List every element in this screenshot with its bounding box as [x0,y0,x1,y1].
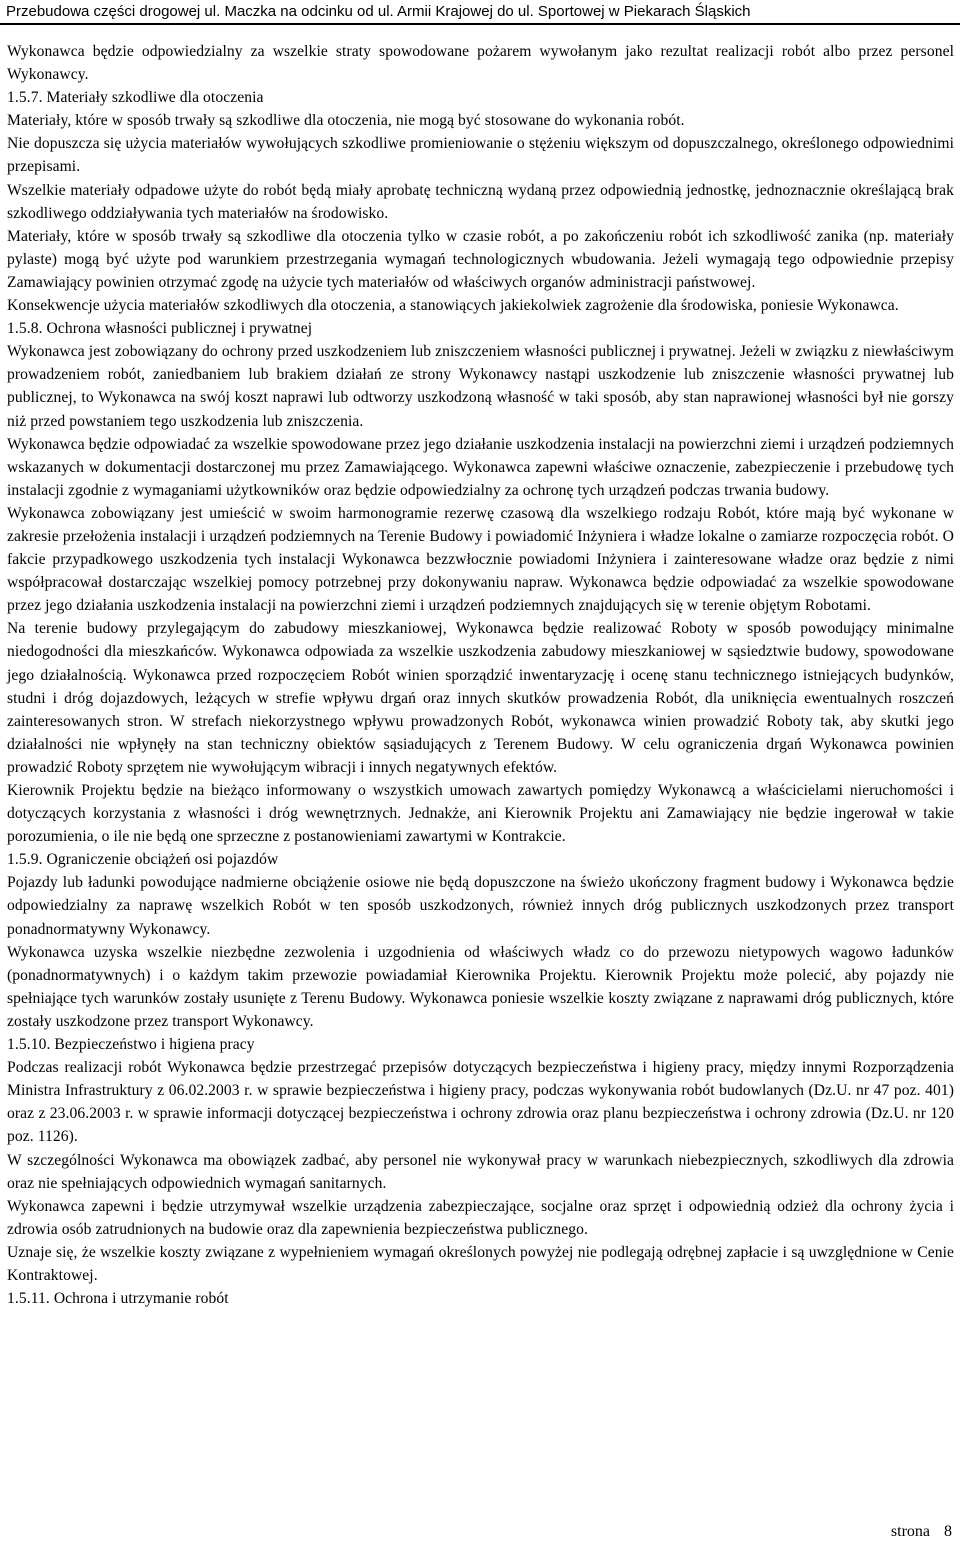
paragraph: Wykonawca jest zobowiązany do ochrony przed uszkodzeniem lub zniszczeniem własności publicznej i prywatnej. Jeżeli w związku z niewłaściwym prowadzeniem robót, zaniedbaniem lub brakiem działań ze strony Wykonawcy nastąpi uszkodzenie lub zniszczenie własności prywatnej lub publicznej, to Wykonawca na swój koszt naprawi lub odtworzy uszkodzoną własność w taki sposób, aby stan naprawionej własności był nie gorszy niż przed powstaniem tego uszkodzenia lub zniszczenia. [7,343,954,430]
paragraph: Uznaje się, że wszelkie koszty związane z wypełnieniem wymagań określonych powyżej nie podlegają odrębnej zapłacie i są uwzględnione w Cenie Kontraktowej. [7,1243,954,1284]
section-heading: 1.5.11. Ochrona i utrzymanie robót [7,1290,229,1308]
paragraph: Wszelkie materiały odpadowe użyte do robót będą miały aprobatę techniczną wydaną przez odpowiednią jednostkę, jednoznacznie określającą brak szkodliwego oddziaływania tych materiałów na środowisko. [7,181,954,222]
paragraph: Pojazdy lub ładunki powodujące nadmierne obciążenie osiowe nie będą dopuszczone na świeżo ukończony fragment budowy i Wykonawca będzie odpowiedzialny za naprawę wszelkich Robót w ten sposób uszkodzonych, również innych dróg publicznych uszkodzonych przez transport ponadnormatywny Wykonawcy. [7,874,954,938]
paragraph: Kierownik Projektu będzie na bieżąco informowany o wszystkich umowach zawartych pomiędzy Wykonawcą a właścicielami nieruchomości i dotyczących korzystania z własności i dróg wewnętrznych. Jednakże, ani Kierownik Projektu ani Zamawiający nie będzie ingerował w takie porozumienia, o ile nie będą one sprzeczne z postanowieniami zawartymi w Kontrakcie. [7,782,954,846]
section-heading: 1.5.8. Ochrona własności publicznej i prywatnej [7,320,313,338]
page-footer [891,1522,952,1542]
section-heading: 1.5.9. Ograniczenie obciążeń osi pojazdów [7,851,279,869]
section-heading: 1.5.7. Materiały szkodliwe dla otoczenia [7,89,264,107]
paragraph: Wykonawca uzyska wszelkie niezbędne zezwolenia i uzgodnienia od właściwych władz co do przewozu nietypowych wagowo ładunków (ponadnormatywnych) i o każdym takim przewozie powiadamiał Kierownika Projektu. Kierownik Projektu może polecić, aby pojazdy nie spełniające tych warunków zostały usunięte z Terenu Budowy. Wykonawca poniesie wszelkie koszty związane z naprawami dróg publicznych, które zostały uszkodzone przez transport Wykonawcy. [7,943,954,1030]
page-header [0,0,960,25]
section-heading: 1.5.10. Bezpieczeństwo i higiena pracy [7,1036,255,1054]
paragraph: Wykonawca będzie odpowiadać za wszelkie spowodowane przez jego działanie uszkodzenia instalacji na powierzchni ziemi i urządzeń podziemnych wskazanych w dokumentacji dostarczonej mu przez Zamawiającego. Wykonawca zapewni właściwe oznaczenie, zabezpieczenie i przebudowę tych instalacji zgodnie z wymaganiami użytkowników oraz będzie odpowiedzialny za ochronę tych urządzeń podczas trwania budowy. [7,435,954,499]
page-label: strona [890,1523,930,1540]
paragraph: Materiały, które w sposób trwały są szkodliwe dla otoczenia, nie mogą być stosowane do wykonania robót. [7,112,685,130]
document-title: Przebudowa części drogowej ul. Maczka na odcinku od ul. Armii Krajowej do ul. Sportowej w Piekarach Śląskich [6,3,751,20]
page-number: 8 [944,1523,952,1540]
paragraph: Na terenie budowy przylegającym do zabudowy mieszkaniowej, Wykonawca będzie realizować Roboty w sposób powodujący minimalne niedogodności dla mieszkańców. Wykonawca odpowiada za wszelkie uszkodzenia zabudowy mieszkaniowej w sąsiedztwie budowy, spowodowane jego działalnością. Wykonawca przed rozpoczęciem Robót winien sporządzić inwentaryzację i ocenę stanu technicznego istniejących budynków, studni i dróg dojazdowych, leżących w strefie wpływu drgań oraz innych skutków prowadzenia Robót, dla uniknięcia ewentualnych roszczeń zainteresowanych stron. W strefach niekorzystnego wpływu prowadzonych Robót, wykonawca winien prowadzić Roboty tak, aby skutki jego działalności nie wpłynęły na stan techniczny obiektów sąsiadujących z Terenem Budowy. W celu ograniczenia drgań Wykonawca powinien prowadzić Roboty sprzętem nie wywołującym wibracji i innych negatywnych efektów. [7,620,954,776]
document-body [7,40,954,1310]
paragraph: Wykonawca zobowiązany jest umieścić w swoim harmonogramie rezerwę czasową dla wszelkiego rodzaju Robót, które mają być wykonane w zakresie przełożenia instalacji i urządzeń podziemnych na Terenie Budowy i powiadomić Inżyniera i władze lokalne o zamiarze rozpoczęcia robót. O fakcie przypadkowego uszkodzenia tych instalacji Wykonawca bezzwłocznie powiadomi Inżyniera i zainteresowane władze oraz będzie z nimi współpracował dostarczając wszelkiej pomocy potrzebnej przy dokonywaniu napraw. Wykonawca będzie odpowiadać za wszelkie spowodowane przez jego działania uszkodzenia instalacji na powierzchni ziemi i urządzeń podziemnych znajdujących się w terenie objętym Robotami. [7,504,954,615]
paragraph: Konsekwencje użycia materiałów szkodliwych dla otoczenia, a stanowiących jakiekolwiek zagrożenie dla środowiska, poniesie Wykonawca. [7,297,899,315]
paragraph: Wykonawca będzie odpowiedzialny za wszelkie straty spowodowane pożarem wywołanym jako rezultat realizacji robót albo przez personel Wykonawcy. [7,43,954,84]
paragraph: Materiały, które w sposób trwały są szkodliwe dla otoczenia tylko w czasie robót, a po zakończeniu robót ich szkodliwość zanika (np. materiały pylaste) mogą być użyte pod warunkiem przestrzegania wymagań technologicznych wbudowania. Jeżeli wymagają tego odpowiednie przepisy Zamawiający powinien otrzymać zgodę na użycie tych materiałów od właściwych organów administracji państwowej. [7,227,954,291]
paragraph: Nie dopuszcza się użycia materiałów wywołujących szkodliwe promieniowanie o stężeniu większym od dopuszczalnego, określonego odpowiednimi przepisami. [7,135,954,176]
paragraph: Wykonawca zapewni i będzie utrzymywał wszelkie urządzenia zabezpieczające, socjalne oraz sprzęt i odpowiednią odzież dla ochrony życia i zdrowia osób zatrudnionych na budowie oraz dla zapewnienia bezpieczeństwa publicznego. [7,1197,954,1238]
paragraph: W szczególności Wykonawca ma obowiązek zadbać, aby personel nie wykonywał pracy w warunkach niebezpiecznych, szkodliwych dla zdrowia oraz nie spełniających odpowiednich wymagań sanitarnych. [7,1151,954,1192]
paragraph: Podczas realizacji robót Wykonawca będzie przestrzegać przepisów dotyczących bezpieczeństwa i higieny pracy, między innymi Rozporządzenia Ministra Infrastruktury z 06.02.2003 r. w sprawie bezpieczeństwa i higieny pracy, podczas wykonywania robót budowlanych (Dz.U. nr 47 poz. 401) oraz z 23.06.2003 r. w sprawie informacji dotyczącej bezpieczeństwa i ochrony zdrowia oraz planu bezpieczeństwa i ochrony zdrowia (Dz.U. nr 120 poz. 1126). [7,1059,954,1146]
